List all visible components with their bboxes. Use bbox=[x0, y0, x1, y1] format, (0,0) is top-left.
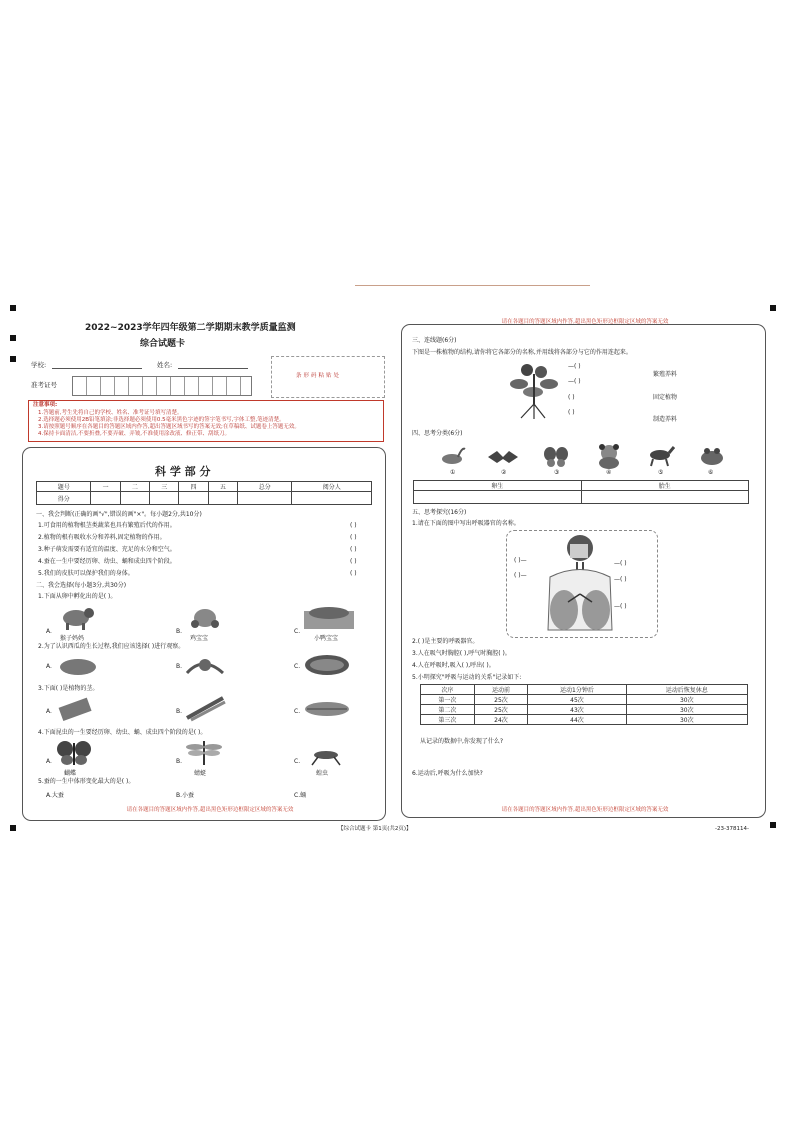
score-cell[interactable] bbox=[238, 492, 292, 505]
part1-title: 一、我会判断(正确的画"√",错误的画"×"。每小题2分,共10分) bbox=[36, 511, 202, 518]
duckling-image bbox=[302, 603, 357, 631]
part5-q4: 4.人在呼吸时,吸入( ),呼出( )。 bbox=[412, 662, 495, 669]
watermelon-plant-image bbox=[183, 653, 228, 677]
score-header: 题号 bbox=[37, 482, 91, 492]
mammal-image bbox=[56, 603, 101, 631]
judge-item: 5.我们的皮肤可以保护我们的身体。 bbox=[38, 570, 134, 577]
registration-mark bbox=[10, 305, 16, 311]
score-table bbox=[36, 481, 372, 505]
part5-q2: 2.( )是主要的呼吸器官。 bbox=[412, 638, 479, 645]
option-label[interactable]: C. bbox=[294, 758, 301, 765]
score-header: 三 bbox=[150, 482, 179, 492]
option-caption: 蝗虫 bbox=[316, 770, 329, 777]
stem-image-a bbox=[56, 696, 96, 722]
registration-mark bbox=[10, 825, 16, 831]
score-row-label: 得分 bbox=[37, 492, 91, 505]
classification-table bbox=[413, 480, 749, 504]
locust-image bbox=[308, 743, 344, 767]
option-caption: 鸡宝宝 bbox=[190, 635, 209, 642]
judge-item: 3.种子萌发需要有适宜的温度、充足的水分和空气。 bbox=[38, 546, 176, 553]
school-label: 学校: bbox=[31, 361, 47, 369]
function-label[interactable]: 制造养料 bbox=[653, 416, 678, 423]
breathing-cell: 第一次 bbox=[421, 695, 475, 705]
registration-mark bbox=[10, 356, 16, 362]
plant-part-blank[interactable]: ( ) bbox=[568, 409, 575, 416]
butterfly-image bbox=[543, 445, 569, 469]
choice-q1: 1.下面从卵中孵化出的是( )。 bbox=[38, 593, 117, 600]
choice-q4: 4.下面昆虫的一生要经历卵、幼虫、蛹、成虫四个阶段的是( )。 bbox=[38, 729, 207, 736]
registration-mark bbox=[10, 335, 16, 341]
option-text[interactable]: C.蛹 bbox=[294, 792, 307, 799]
bat-image bbox=[487, 447, 519, 467]
breathing-cell: 44次 bbox=[528, 715, 626, 725]
option-label[interactable]: B. bbox=[176, 758, 183, 765]
breathing-cell: 30次 bbox=[626, 705, 747, 715]
option-text[interactable]: B.小蚕 bbox=[176, 792, 195, 799]
part3-desc: 下图是一株植物的结构,请你将它各部分的名称,并用线将各部分与它的作用连起来。 bbox=[412, 349, 632, 356]
breathing-header: 运动前 bbox=[474, 685, 528, 695]
school-field[interactable] bbox=[52, 368, 142, 369]
organ-blank[interactable]: —( ) bbox=[614, 603, 627, 610]
option-text[interactable]: A.大蚕 bbox=[46, 792, 64, 799]
top-rule bbox=[355, 285, 590, 286]
breathing-cell: 45次 bbox=[528, 695, 626, 705]
table-row bbox=[421, 705, 748, 715]
option-caption: 蝴蝶 bbox=[64, 770, 77, 777]
breathing-cell: 25次 bbox=[474, 705, 528, 715]
breathing-cell: 30次 bbox=[626, 695, 747, 705]
right-top-banner: 请在各题目的答题区域内作答,超出黑色矩形边框限定区域的答案无效 bbox=[440, 318, 730, 327]
option-caption: 猴子妈妈 bbox=[60, 635, 85, 642]
class-cell[interactable] bbox=[414, 491, 582, 504]
science-title: 科 学 部 分 bbox=[155, 465, 211, 478]
notice-line: 2.选择题必须使用2B铅笔填涂;非选择题必须使用0.5毫米黑色字迹的签字笔书写,字体工整,笔迹清楚。 bbox=[38, 417, 285, 423]
option-label[interactable]: C. bbox=[294, 708, 301, 715]
part5-q5b: 从记录的数据中,你发现了什么? bbox=[420, 738, 504, 745]
stem-image-b bbox=[183, 694, 228, 722]
exam-no-label: 准考证号 bbox=[31, 381, 57, 389]
registration-mark bbox=[770, 822, 776, 828]
option-label[interactable]: A. bbox=[46, 758, 52, 765]
option-label[interactable]: A. bbox=[46, 708, 52, 715]
option-caption: 蜻蜓 bbox=[194, 770, 207, 777]
score-header: 总分 bbox=[238, 482, 292, 492]
score-cell[interactable] bbox=[179, 492, 208, 505]
option-label[interactable]: A. bbox=[46, 663, 52, 670]
breathing-table bbox=[420, 684, 748, 725]
horse-image bbox=[647, 445, 675, 467]
choice-q5: 5.蚕的一生中体形变化最大的是( )。 bbox=[38, 778, 135, 785]
choice-q3: 3.下面( )是植物的茎。 bbox=[38, 685, 99, 692]
option-label[interactable]: A. bbox=[46, 628, 52, 635]
table-row bbox=[421, 715, 748, 725]
stem-image-c bbox=[302, 698, 352, 720]
part5-q1: 1.请在下面的图中写出呼吸器官的名称。 bbox=[412, 520, 520, 527]
name-field[interactable] bbox=[178, 368, 248, 369]
panda-image bbox=[596, 443, 622, 469]
option-label[interactable]: C. bbox=[294, 663, 301, 670]
plant-part-blank[interactable]: ( ) bbox=[568, 394, 575, 401]
animal-number: ④ bbox=[606, 469, 612, 476]
barcode-label: 条形码粘贴处 bbox=[296, 373, 342, 379]
option-label[interactable]: B. bbox=[176, 708, 183, 715]
breathing-cell: 第二次 bbox=[421, 705, 475, 715]
breathing-cell: 24次 bbox=[474, 715, 528, 725]
breathing-header: 运动1分钟后 bbox=[528, 685, 626, 695]
score-header: 一 bbox=[91, 482, 120, 492]
watermelon-seed-image bbox=[56, 653, 101, 677]
animal-number: ⑥ bbox=[708, 469, 714, 476]
registration-mark bbox=[770, 305, 776, 311]
chick-image bbox=[183, 603, 228, 631]
name-label: 姓名: bbox=[157, 361, 173, 369]
answer-paren[interactable]: ( ) bbox=[350, 546, 357, 553]
part4-title: 四、思考分类(6分) bbox=[412, 430, 463, 437]
right-bottom-banner: 请在各题目的答题区域内作答,超出黑色矩形边框限定区域的答案无效 bbox=[440, 806, 730, 815]
frog-image bbox=[698, 445, 726, 467]
footer-page-info: 【综合试题卡 第1页(共2页)】 bbox=[338, 826, 412, 832]
respiratory-diagram bbox=[540, 532, 620, 634]
breathing-cell: 第三次 bbox=[421, 715, 475, 725]
dragonfly-image bbox=[186, 739, 222, 767]
function-label[interactable]: 繁殖养料 bbox=[653, 371, 678, 378]
plant-part-blank[interactable]: —( ) bbox=[568, 363, 581, 370]
breathing-header: 次序 bbox=[421, 685, 475, 695]
score-cell[interactable] bbox=[292, 492, 372, 505]
page-subtitle: 综合试题卡 bbox=[140, 339, 186, 349]
part5-q6: 6.运动后,呼吸为什么加快? bbox=[412, 770, 483, 777]
score-header: 四 bbox=[179, 482, 208, 492]
part5-q3: 3.人在吸气时胸腔( ),呼气时胸腔( )。 bbox=[412, 650, 511, 657]
score-header: 二 bbox=[120, 482, 149, 492]
part5-title: 五、思考探究(16分) bbox=[412, 509, 467, 516]
judge-item: 2.植物的根有吸收水分和养料,固定植物的作用。 bbox=[38, 534, 166, 541]
organ-blank[interactable]: ( )— bbox=[514, 557, 527, 564]
plant-part-blank[interactable]: —( ) bbox=[568, 378, 581, 385]
organ-blank[interactable]: —( ) bbox=[614, 576, 627, 583]
score-header: 阅分人 bbox=[292, 482, 372, 492]
choice-q2: 2.为了认识西瓜的生长过程,我们应该选择( )进行观察。 bbox=[38, 643, 185, 650]
option-caption: 小鸭宝宝 bbox=[314, 635, 339, 642]
part2-title: 二、我会选择(每小题3分,共30分) bbox=[36, 582, 127, 589]
footer-code: -23-378114- bbox=[715, 826, 749, 832]
exam-no-grid[interactable] bbox=[72, 376, 252, 396]
breathing-cell: 30次 bbox=[626, 715, 747, 725]
score-cell[interactable] bbox=[150, 492, 179, 505]
notice-title: 注意事项: bbox=[33, 402, 58, 408]
class-header: 卵生 bbox=[414, 481, 582, 491]
option-label[interactable]: B. bbox=[176, 628, 183, 635]
left-bottom-banner: 请在各题目的答题区域内作答,超出黑色矩形边框限定区域的答案无效 bbox=[60, 806, 360, 815]
goose-image bbox=[438, 445, 466, 467]
organ-blank[interactable]: —( ) bbox=[614, 560, 627, 567]
breathing-header: 运动后恢复休息 bbox=[626, 685, 747, 695]
class-header: 胎生 bbox=[581, 481, 749, 491]
score-cell[interactable] bbox=[120, 492, 149, 505]
organ-blank[interactable]: ( )— bbox=[514, 572, 527, 579]
animal-number: ① bbox=[450, 469, 456, 476]
score-cell[interactable] bbox=[208, 492, 237, 505]
option-label[interactable]: C. bbox=[294, 628, 301, 635]
notice-line: 3.请按照题号顺序在各题目的答题区域内作答,超出答题区域书写的答案无效;在草稿纸、试题卷上答题无效。 bbox=[38, 424, 300, 430]
butterfly-image bbox=[56, 739, 92, 767]
watermelon-image bbox=[302, 653, 352, 677]
class-cell[interactable] bbox=[581, 491, 749, 504]
answer-paren[interactable]: ( ) bbox=[350, 534, 357, 541]
notice-line: 4.保持卡面清洁,不要折叠,不要弄破、弄皱,不准使用涂改液、修正带、刮纸刀。 bbox=[38, 431, 230, 437]
function-label[interactable]: 固定植物 bbox=[653, 394, 678, 401]
animal-number: ② bbox=[501, 469, 507, 476]
judge-item: 4.蚕在一生中要经历卵、幼虫、蛹和成虫四个阶段。 bbox=[38, 558, 176, 565]
score-header: 五 bbox=[208, 482, 237, 492]
answer-paren[interactable]: ( ) bbox=[350, 558, 357, 565]
part5-q5: 5.小明探究"呼吸与运动的关系"记录如下: bbox=[412, 674, 522, 681]
breathing-cell: 25次 bbox=[474, 695, 528, 705]
breathing-cell: 43次 bbox=[528, 705, 626, 715]
part3-title: 三、连线题(6分) bbox=[412, 337, 457, 344]
page-title: 2022~2023学年四年级第二学期期末教学质量监测 bbox=[85, 323, 296, 333]
score-cell[interactable] bbox=[91, 492, 120, 505]
option-label[interactable]: B. bbox=[176, 663, 183, 670]
judge-item: 1.可食用的植物根茎类蔬菜也具有繁殖后代的作用。 bbox=[38, 522, 176, 529]
plant-diagram bbox=[505, 358, 565, 420]
animal-number: ③ bbox=[554, 469, 560, 476]
animal-number: ⑤ bbox=[658, 469, 664, 476]
answer-paren[interactable]: ( ) bbox=[350, 570, 357, 577]
notice-line: 1.答题前,考生先将自己的学校、姓名、准考证号填写清楚。 bbox=[38, 410, 183, 416]
answer-paren[interactable]: ( ) bbox=[350, 522, 357, 529]
table-row bbox=[421, 695, 748, 705]
